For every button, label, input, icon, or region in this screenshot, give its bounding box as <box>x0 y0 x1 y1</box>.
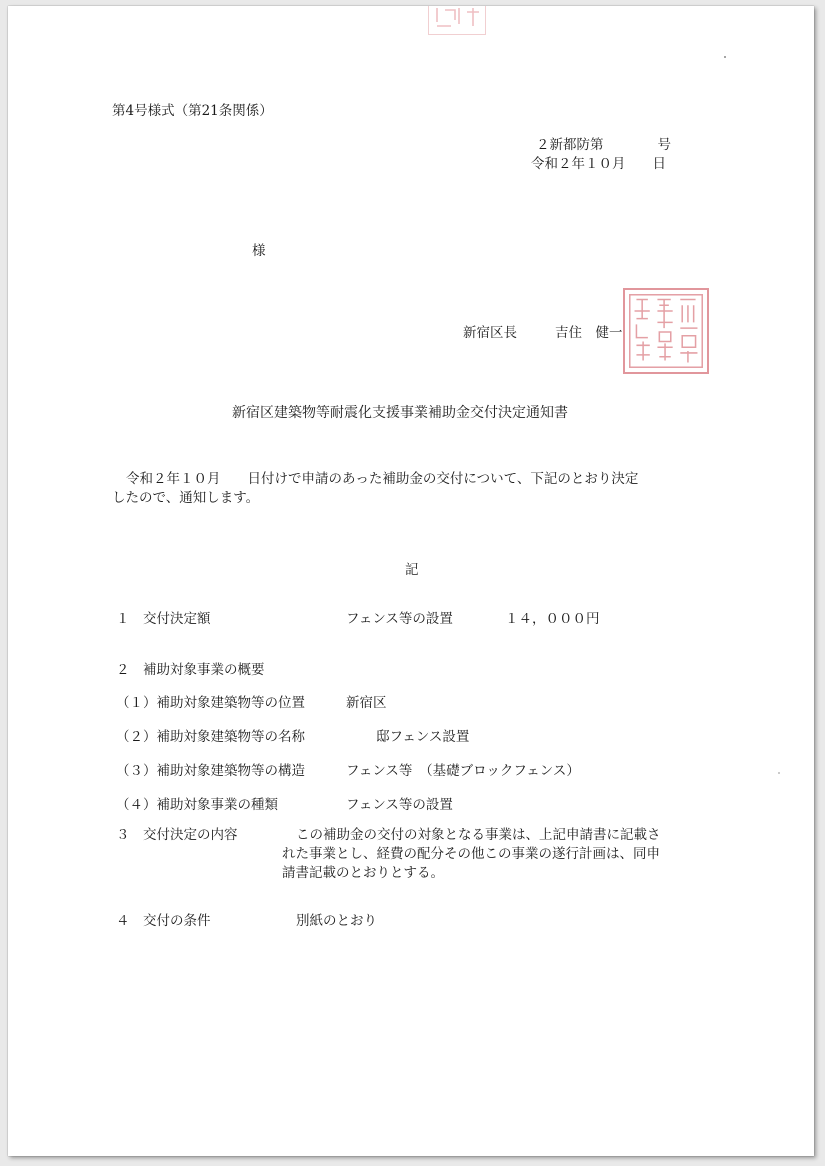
item4-value: 別紙のとおり <box>296 913 377 929</box>
sub2-label: （２）補助対象建築物等の名称 <box>116 729 305 745</box>
ki-heading: 記 <box>405 562 419 578</box>
sender-name: 吉住 健一 <box>555 325 623 341</box>
document-date: 令和２年１０月 日 <box>531 156 666 172</box>
sub1-value: 新宿区 <box>346 695 387 711</box>
top-stamp-icon <box>429 6 485 34</box>
scan-speck <box>724 56 726 58</box>
item4-label: ４ 交付の条件 <box>116 913 211 929</box>
item2-label: ２ 補助対象事業の概要 <box>116 662 265 678</box>
document-title: 新宿区建築物等耐震化支援事業補助金交付決定通知書 <box>232 405 568 421</box>
item1-value-amount: １４，０００円 <box>505 611 600 627</box>
sub3-value: フェンス等 （基礎ブロックフェンス） <box>346 763 580 779</box>
official-seal-icon <box>625 290 707 372</box>
body-line-1: 令和２年１０月 日付けで申請のあった補助金の交付について、下記のとおり決定 <box>126 471 639 487</box>
document-page <box>8 6 814 1156</box>
form-label: 第4号様式（第21条関係） <box>112 103 273 119</box>
item3-line-3: 請書記載のとおりとする。 <box>282 865 444 881</box>
sub4-label: （４）補助対象事業の種類 <box>116 797 278 813</box>
sub1-label: （１）補助対象建築物等の位置 <box>116 695 305 711</box>
sender-title: 新宿区長 <box>463 325 517 341</box>
item1-value-desc: フェンス等の設置 <box>346 611 453 627</box>
document-number: ２新都防第 号 <box>536 137 671 153</box>
addressee-suffix: 様 <box>252 243 266 259</box>
official-seal <box>623 288 709 374</box>
item3-line-1: この補助金の交付の対象となる事業は、上記申請書に記載さ <box>296 827 661 843</box>
sub2-value: 邸フェンス設置 <box>376 729 470 745</box>
item3-label: ３ 交付決定の内容 <box>116 827 238 843</box>
scan-speck <box>778 772 780 774</box>
item3-line-2: れた事業とし、経費の配分その他この事業の遂行計画は、同申 <box>282 846 660 862</box>
sub4-value: フェンス等の設置 <box>346 797 453 813</box>
sub3-label: （３）補助対象建築物等の構造 <box>116 763 305 779</box>
top-stamp-fragment <box>428 6 486 35</box>
item1-label: １ 交付決定額 <box>116 611 211 627</box>
body-line-2: したので、通知します。 <box>112 490 260 506</box>
